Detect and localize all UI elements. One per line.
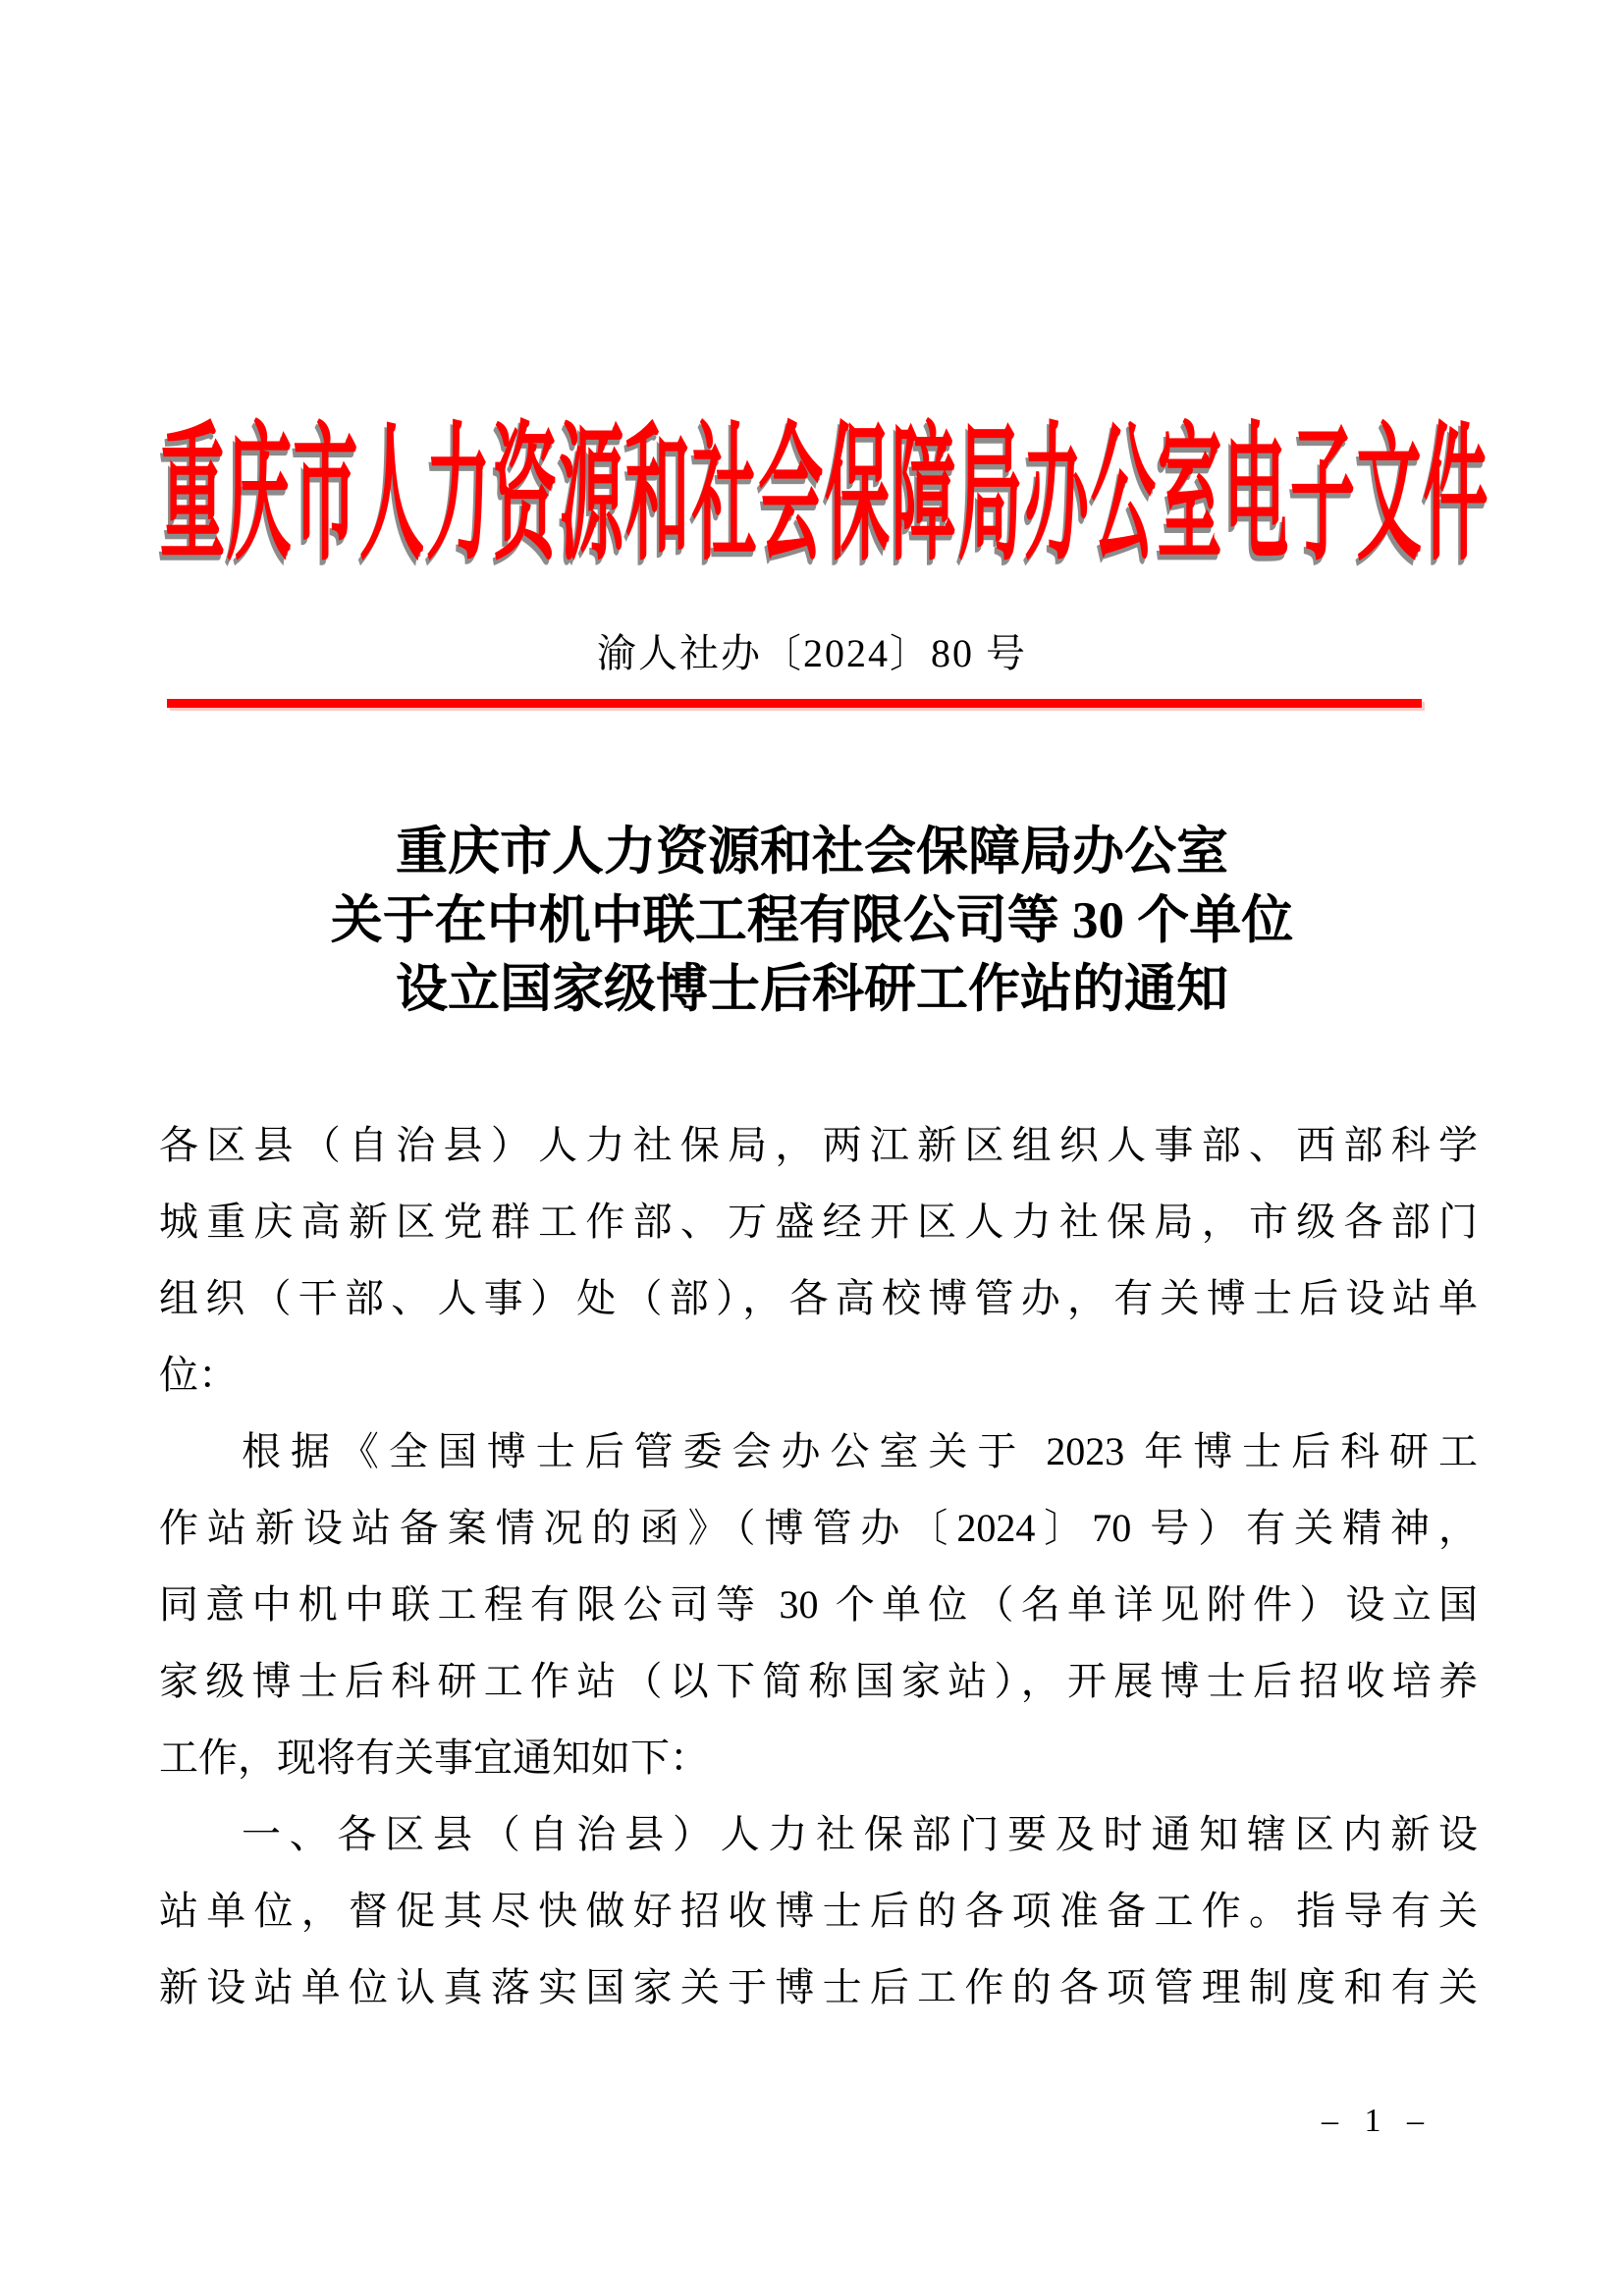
body-text-line: 一、各区县（自治县）人力社保部门要及时通知辖区内新设 — [242, 1812, 1478, 1856]
body-text-line: 同意中机中联工程有限公司等 30 个单位（名单详见附件）设立国 — [159, 1582, 1478, 1627]
body-text-line: 新设站单位认真落实国家关于博士后工作的各项管理制度和有关 — [159, 1965, 1478, 2009]
red-divider-line — [167, 699, 1422, 708]
body-text-line: 工作，现将有关事宜通知如下： — [159, 1735, 709, 1780]
body-text-line: 各区县（自治县）人力社保局，两江新区组织人事部、西部科学 — [159, 1123, 1478, 1167]
page-number: – 1 – — [1322, 2103, 1430, 2139]
body-text-line: 位： — [159, 1353, 238, 1397]
body-text-line: 组织（干部、人事）处（部），各高校博管办，有关博士后设站单 — [159, 1276, 1478, 1320]
body-text-line: 作站新设站备案情况的函》（博管办〔2024〕70 号）有关精神， — [159, 1506, 1478, 1550]
document-title-line: 重庆市人力资源和社会保障局办公室 — [396, 824, 1228, 881]
body-text-line: 家级博士后科研工作站（以下简称国家站），开展博士后招收培养 — [159, 1659, 1478, 1703]
red-header-banner — [0, 377, 1624, 579]
red-header-text: 重庆市人力资源和社会保障局办公室电子文件 — [159, 413, 1490, 579]
document-title-line: 设立国家级博士后科研工作站的通知 — [396, 961, 1228, 1018]
document-title — [157, 818, 1467, 1024]
body-text-line: 根据《全国博士后管委会办公室关于 2023 年博士后科研工 — [242, 1429, 1478, 1473]
body-text-line: 站单位，督促其尽快做好招收博士后的各项准备工作。指导有关 — [159, 1889, 1478, 1933]
document-body — [159, 1107, 1478, 2026]
document-number: 渝人社办〔2024〕80 号 — [597, 631, 1027, 675]
body-text-line: 城重庆高新区党群工作部、万盛经开区人力社保局，市级各部门 — [159, 1200, 1478, 1244]
document-title-line: 关于在中机中联工程有限公司等 30 个单位 — [330, 892, 1294, 949]
